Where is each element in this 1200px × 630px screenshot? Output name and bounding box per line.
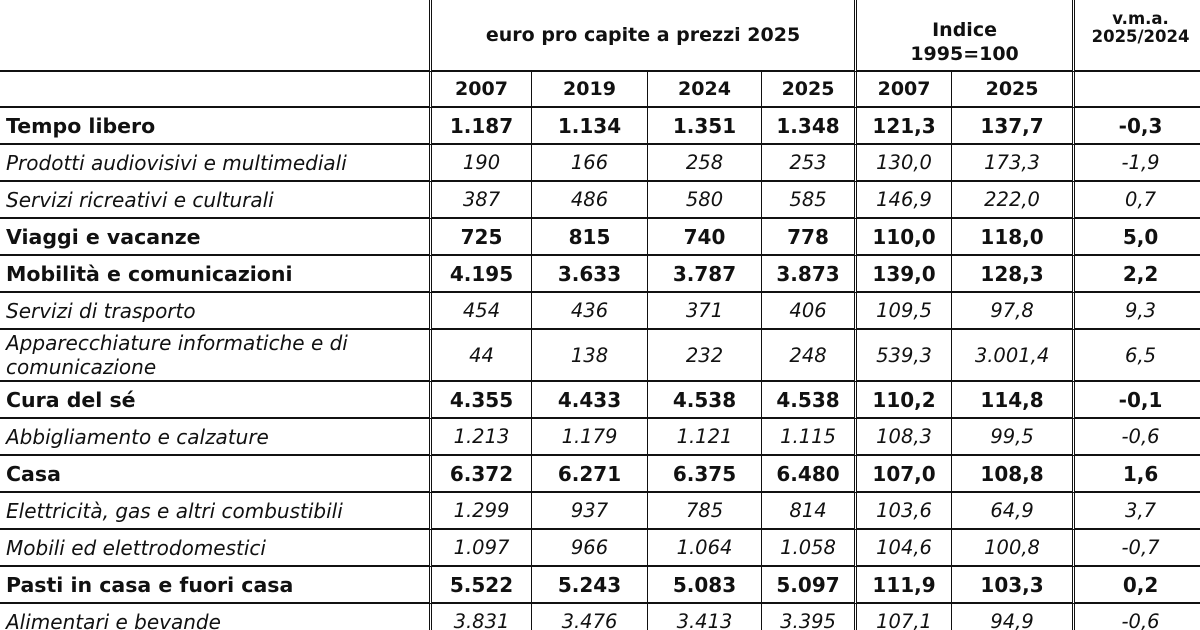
value-cell: 3.413 [648, 604, 762, 630]
value-cell: 539,3 [857, 330, 952, 382]
vma-cell: 0,2 [1075, 567, 1200, 604]
value-cell: 114,8 [952, 382, 1075, 419]
value-cell: 222,0 [952, 182, 1075, 219]
table-row [0, 604, 1200, 630]
value-cell: 1.134 [532, 108, 648, 145]
value-cell: 137,7 [952, 108, 1075, 145]
value-cell: 1.213 [432, 419, 532, 456]
value-cell: 1.348 [762, 108, 857, 145]
vma-cell: -0,7 [1075, 530, 1200, 567]
value-cell: 4.355 [432, 382, 532, 419]
value-cell: 5.097 [762, 567, 857, 604]
table-row [0, 108, 1200, 145]
header-empty-cell [0, 0, 432, 72]
row-label: Cura del sé [0, 382, 432, 419]
value-cell: 3.787 [648, 256, 762, 293]
value-cell: 104,6 [857, 530, 952, 567]
value-cell: 111,9 [857, 567, 952, 604]
value-cell: 725 [432, 219, 532, 256]
value-cell: 3.001,4 [952, 330, 1075, 382]
value-cell: 6.271 [532, 456, 648, 493]
vma-cell: -0,1 [1075, 382, 1200, 419]
header-vma-line2: 2025/2024 [1091, 27, 1190, 46]
value-cell: 3.831 [432, 604, 532, 630]
value-cell: 121,3 [857, 108, 952, 145]
row-label: Pasti in casa e fuori casa [0, 567, 432, 604]
table-row [0, 456, 1200, 493]
value-cell: 1.115 [762, 419, 857, 456]
value-cell: 130,0 [857, 145, 952, 182]
row-label: Apparecchiature informatiche e di comunicazione [0, 330, 432, 382]
year-cell: 2019 [532, 72, 648, 108]
row-label: Abbigliamento e calzature [0, 419, 432, 456]
header-index-group [857, 0, 1075, 72]
value-cell: 173,3 [952, 145, 1075, 182]
table-row [0, 330, 1200, 382]
header-euro-group [432, 0, 857, 72]
row-label: Prodotti audiovisivi e multimediali [0, 145, 432, 182]
value-cell: 138 [532, 330, 648, 382]
row-label: Elettricità, gas e altri combustibili [0, 493, 432, 530]
value-cell: 5.083 [648, 567, 762, 604]
value-cell: 3.633 [532, 256, 648, 293]
value-cell: 232 [648, 330, 762, 382]
vma-cell: -0,6 [1075, 419, 1200, 456]
value-cell: 103,3 [952, 567, 1075, 604]
vma-cell: 6,5 [1075, 330, 1200, 382]
value-cell: 190 [432, 145, 532, 182]
value-cell: 436 [532, 293, 648, 330]
value-cell: 109,5 [857, 293, 952, 330]
value-cell: 100,8 [952, 530, 1075, 567]
value-cell: 5.243 [532, 567, 648, 604]
value-cell: 1.187 [432, 108, 532, 145]
vma-cell: 9,3 [1075, 293, 1200, 330]
header-index-line1: Indice [932, 19, 997, 41]
value-cell: 406 [762, 293, 857, 330]
value-cell: 454 [432, 293, 532, 330]
value-cell: 4.433 [532, 382, 648, 419]
year-cell: 2007 [432, 72, 532, 108]
table-body [0, 108, 1200, 630]
value-cell: 387 [432, 182, 532, 219]
value-cell: 815 [532, 219, 648, 256]
header-euro-label: euro pro capite a prezzi 2025 [485, 24, 801, 46]
value-cell: 107,0 [857, 456, 952, 493]
value-cell: 785 [648, 493, 762, 530]
value-cell: 6.372 [432, 456, 532, 493]
header-vma-group [1075, 0, 1200, 72]
value-cell: 580 [648, 182, 762, 219]
value-cell: 1.299 [432, 493, 532, 530]
row-label: Mobili ed elettrodomestici [0, 530, 432, 567]
table-row [0, 182, 1200, 219]
value-cell: 97,8 [952, 293, 1075, 330]
value-cell: 128,3 [952, 256, 1075, 293]
value-cell: 5.522 [432, 567, 532, 604]
value-cell: 3.476 [532, 604, 648, 630]
value-cell: 94,9 [952, 604, 1075, 630]
value-cell: 110,2 [857, 382, 952, 419]
value-cell: 3.395 [762, 604, 857, 630]
value-cell: 110,0 [857, 219, 952, 256]
table-row [0, 493, 1200, 530]
value-cell: 99,5 [952, 419, 1075, 456]
value-cell: 1.058 [762, 530, 857, 567]
value-cell: 585 [762, 182, 857, 219]
table-row [0, 382, 1200, 419]
value-cell: 103,6 [857, 493, 952, 530]
vma-cell: 1,6 [1075, 456, 1200, 493]
value-cell: 146,9 [857, 182, 952, 219]
row-label: Servizi di trasporto [0, 293, 432, 330]
value-cell: 1.351 [648, 108, 762, 145]
value-cell: 371 [648, 293, 762, 330]
value-cell: 1.179 [532, 419, 648, 456]
value-cell: 6.375 [648, 456, 762, 493]
table-row [0, 145, 1200, 182]
vma-cell: 5,0 [1075, 219, 1200, 256]
table-row [0, 567, 1200, 604]
row-label: Servizi ricreativi e culturali [0, 182, 432, 219]
header-row-years [0, 72, 1200, 108]
header-index-line2: 1995=100 [910, 43, 1019, 65]
value-cell: 258 [648, 145, 762, 182]
value-cell: 108,3 [857, 419, 952, 456]
table-row [0, 256, 1200, 293]
value-cell: 107,1 [857, 604, 952, 630]
value-cell: 1.064 [648, 530, 762, 567]
value-cell: 139,0 [857, 256, 952, 293]
vma-cell: 2,2 [1075, 256, 1200, 293]
header-row-groups [0, 0, 1200, 72]
value-cell: 937 [532, 493, 648, 530]
table-row [0, 419, 1200, 456]
value-cell: 966 [532, 530, 648, 567]
row-label: Mobilità e comunicazioni [0, 256, 432, 293]
value-cell: 108,8 [952, 456, 1075, 493]
year-cell: 2025 [952, 72, 1075, 108]
table-row [0, 530, 1200, 567]
value-cell: 248 [762, 330, 857, 382]
value-cell: 6.480 [762, 456, 857, 493]
row-label: Tempo libero [0, 108, 432, 145]
value-cell: 4.538 [648, 382, 762, 419]
value-cell: 118,0 [952, 219, 1075, 256]
table-row [0, 293, 1200, 330]
table-row [0, 219, 1200, 256]
header-years-empty [0, 72, 432, 108]
value-cell: 814 [762, 493, 857, 530]
value-cell: 64,9 [952, 493, 1075, 530]
value-cell: 3.873 [762, 256, 857, 293]
year-cell: 2024 [648, 72, 762, 108]
value-cell: 4.195 [432, 256, 532, 293]
value-cell: 740 [648, 219, 762, 256]
value-cell: 1.097 [432, 530, 532, 567]
value-cell: 166 [532, 145, 648, 182]
year-vma-empty [1075, 72, 1200, 108]
vma-cell: -0,6 [1075, 604, 1200, 630]
value-cell: 778 [762, 219, 857, 256]
value-cell: 253 [762, 145, 857, 182]
vma-cell: -1,9 [1075, 145, 1200, 182]
row-label: Casa [0, 456, 432, 493]
value-cell: 44 [432, 330, 532, 382]
value-cell: 4.538 [762, 382, 857, 419]
vma-cell: 3,7 [1075, 493, 1200, 530]
header-vma-line1: v.m.a. [1112, 9, 1169, 28]
value-cell: 1.121 [648, 419, 762, 456]
vma-cell: -0,3 [1075, 108, 1200, 145]
year-cell: 2007 [857, 72, 952, 108]
value-cell: 486 [532, 182, 648, 219]
row-label: Viaggi e vacanze [0, 219, 432, 256]
vma-cell: 0,7 [1075, 182, 1200, 219]
row-label: Alimentari e bevande [0, 604, 432, 630]
year-cell: 2025 [762, 72, 857, 108]
